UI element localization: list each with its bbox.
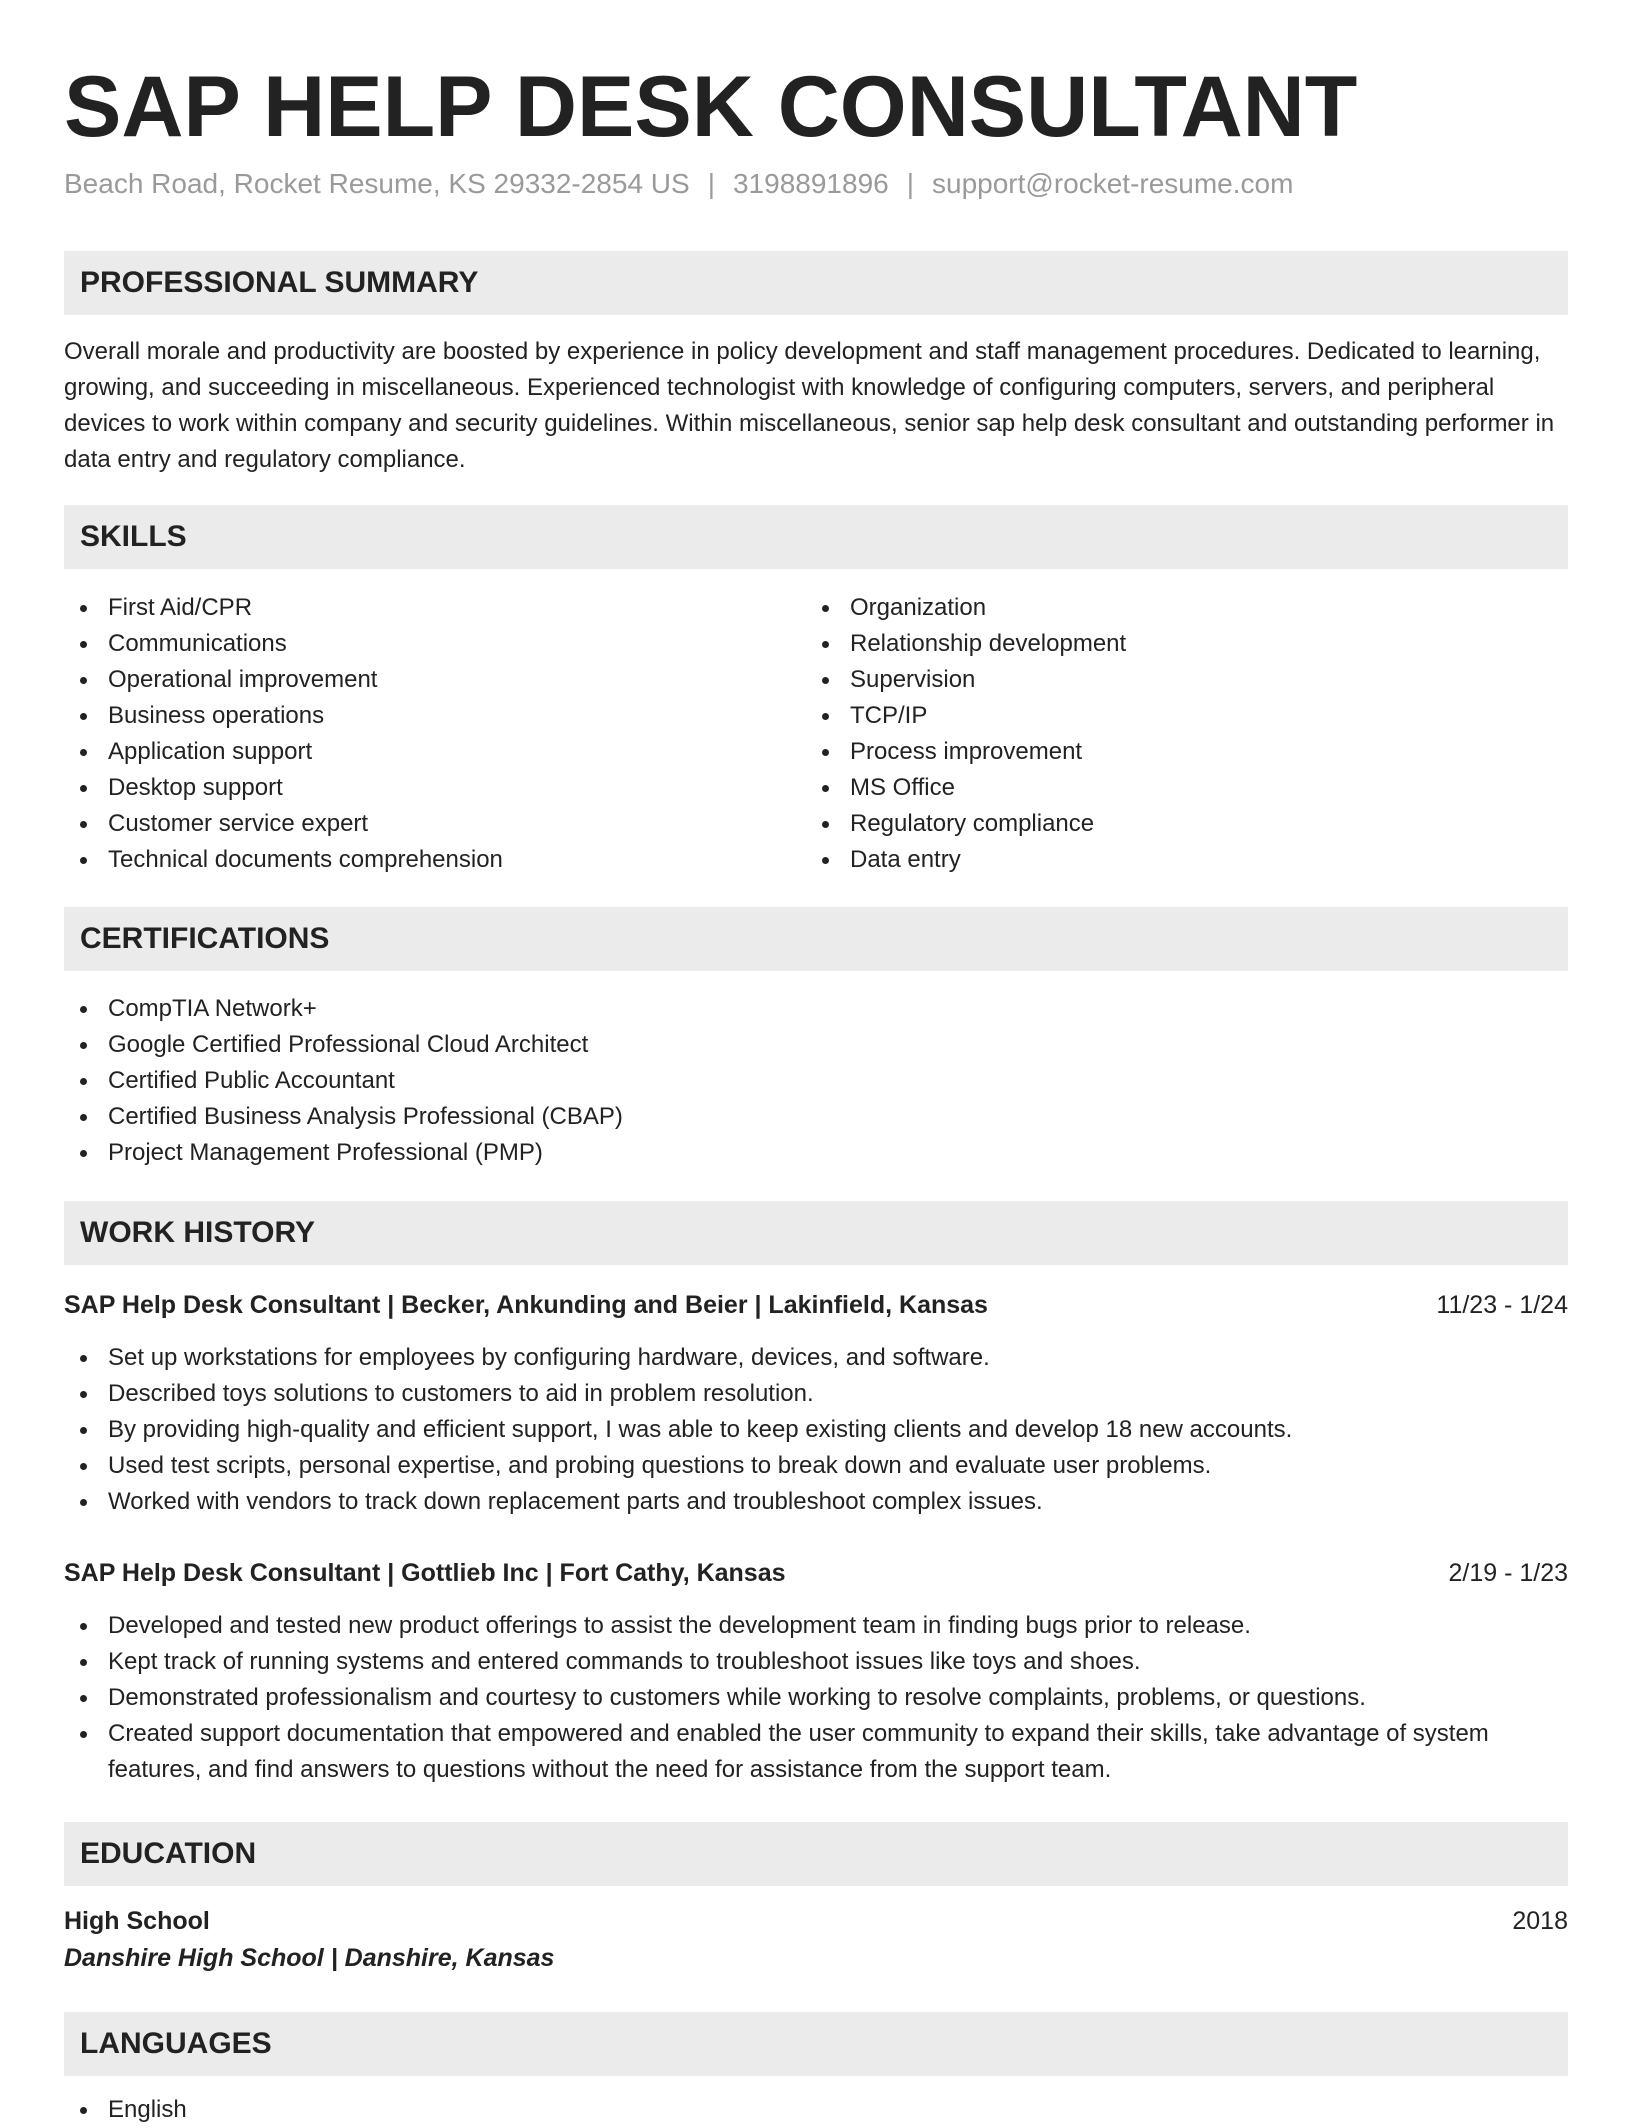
contact-separator: | — [707, 168, 715, 199]
section-header-languages: LANGUAGES — [64, 2012, 1568, 2076]
job-bullet: Worked with vendors to track down replacement parts and troubleshoot complex issues. — [64, 1484, 1568, 1520]
candidate-name: SAP HELP DESK CONSULTANT — [64, 59, 1358, 155]
education-year: 2018 — [1512, 1907, 1568, 1935]
skill-item: MS Office — [806, 770, 1506, 806]
contact-email: support@rocket-resume.com — [932, 168, 1294, 199]
job-title: SAP Help Desk Consultant | Becker, Ankunding and Beier | Lakinfield, Kansas — [64, 1291, 988, 1319]
contact-address: Beach Road, Rocket Resume, KS 29332-2854 US — [64, 168, 690, 199]
job-bullet: Created support documentation that empowered and enabled the user community to expand their skills, take advantage of system features, and find answers to questions without the need for assistance from the support team. — [64, 1716, 1568, 1788]
job-bullet: By providing high-quality and efficient support, I was able to keep existing clients and develop 18 new accounts. — [64, 1412, 1568, 1448]
skill-item: Customer service expert — [64, 806, 764, 842]
job-dates: 2/19 - 1/23 — [1448, 1559, 1568, 1587]
skill-item: Relationship development — [806, 626, 1506, 662]
contact-separator: | — [906, 168, 914, 199]
skill-item: TCP/IP — [806, 698, 1506, 734]
job-bullet: Set up workstations for employees by configuring hardware, devices, and software. — [64, 1340, 1568, 1376]
certification-item: CompTIA Network+ — [64, 991, 1568, 1027]
skill-item: Operational improvement — [64, 662, 764, 698]
section-header-certifications: CERTIFICATIONS — [64, 907, 1568, 971]
skill-item: Data entry — [806, 842, 1506, 878]
job-bullet: Demonstrated professionalism and courtesy to customers while working to resolve complaints, problems, or questions. — [64, 1680, 1568, 1716]
certification-item: Certified Business Analysis Professional (CBAP) — [64, 1099, 1568, 1135]
job-dates: 11/23 - 1/24 — [1436, 1291, 1568, 1319]
job-bullets — [64, 1608, 1568, 1788]
skills-list-right — [806, 590, 1506, 878]
job-title: SAP Help Desk Consultant | Gottlieb Inc | Fort Cathy, Kansas — [64, 1559, 786, 1587]
skill-item: Desktop support — [64, 770, 764, 806]
language-item: English — [64, 2092, 1568, 2128]
languages-list — [64, 2092, 1568, 2128]
summary-text: Overall morale and productivity are boosted by experience in policy development and staff management procedures. Dedicated to learning, growing, and succeeding in miscellaneous. Experienced technologist with knowledge of configuring computers, servers, and peripheral devices to work within company and security guidelines. Within miscellaneous, senior sap help desk consultant and outstanding performer in data entry and regulatory compliance. — [64, 338, 1555, 473]
section-header-work-history: WORK HISTORY — [64, 1201, 1568, 1265]
skill-item: Technical documents comprehension — [64, 842, 764, 878]
certification-item: Project Management Professional (PMP) — [64, 1135, 1568, 1171]
skill-item: Communications — [64, 626, 764, 662]
certifications-list — [64, 991, 1568, 1171]
section-header-skills: SKILLS — [64, 505, 1568, 569]
skill-item: Business operations — [64, 698, 764, 734]
job-bullet: Kept track of running systems and entered commands to troubleshoot issues like toys and shoes. — [64, 1644, 1568, 1680]
skill-item: Regulatory compliance — [806, 806, 1506, 842]
skill-item: Supervision — [806, 662, 1506, 698]
skill-item: First Aid/CPR — [64, 590, 764, 626]
education-degree: High School — [64, 1907, 210, 1935]
skill-item: Application support — [64, 734, 764, 770]
job-bullets — [64, 1340, 1568, 1520]
certification-item: Certified Public Accountant — [64, 1063, 1568, 1099]
skill-item: Organization — [806, 590, 1506, 626]
contact-phone: 3198891896 — [732, 168, 889, 199]
job-bullet: Developed and tested new product offerings to assist the development team in finding bugs prior to release. — [64, 1608, 1568, 1644]
section-header-summary: PROFESSIONAL SUMMARY — [64, 251, 1568, 315]
certification-item: Google Certified Professional Cloud Architect — [64, 1027, 1568, 1063]
job-bullet: Described toys solutions to customers to aid in problem resolution. — [64, 1376, 1568, 1412]
section-header-education: EDUCATION — [64, 1822, 1568, 1886]
contact-line — [64, 164, 1293, 204]
education-school: Danshire High School | Danshire, Kansas — [64, 1944, 555, 1972]
skills-list-left — [64, 590, 764, 878]
skill-item: Process improvement — [806, 734, 1506, 770]
job-bullet: Used test scripts, personal expertise, and probing questions to break down and evaluate user problems. — [64, 1448, 1568, 1484]
